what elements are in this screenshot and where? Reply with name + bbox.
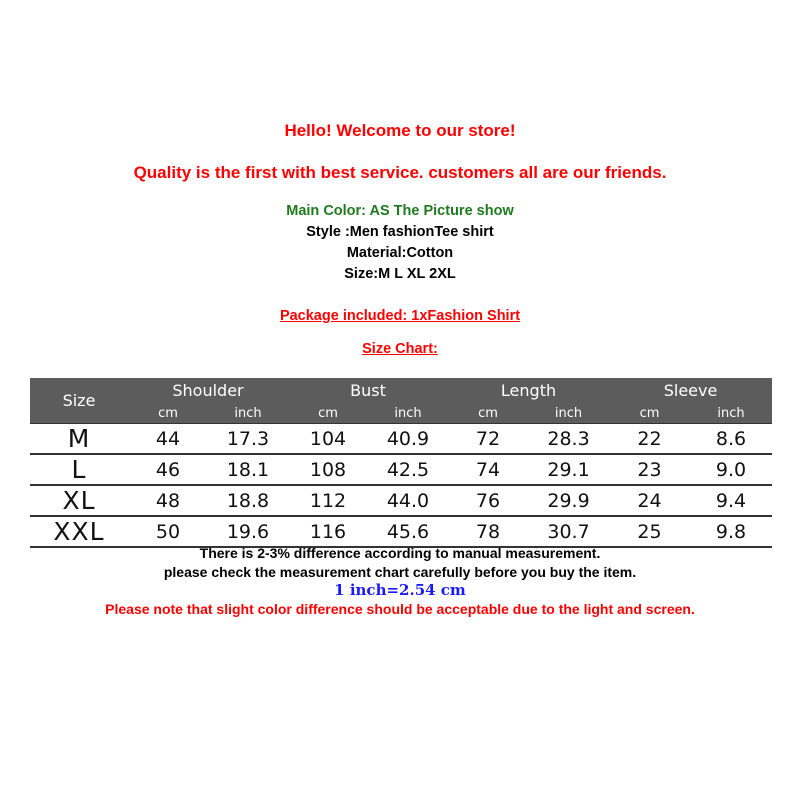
table-cell: 104	[288, 424, 368, 455]
package-included-text: Package included: 1xFashion Shirt	[279, 308, 521, 324]
table-cell: 8.6	[690, 424, 772, 455]
table-cell: 44.0	[368, 485, 448, 516]
table-cell: 9.0	[690, 454, 772, 485]
table-unit-row	[30, 403, 772, 424]
table-cell: 44	[128, 424, 208, 455]
table-cell: 9.8	[690, 516, 772, 547]
unit-header: cm	[609, 403, 690, 424]
table-cell: 78	[448, 516, 528, 547]
sizes-text: Size:M L XL 2XL	[344, 266, 456, 282]
length-header: Length	[448, 378, 609, 403]
size-cell: L	[30, 454, 128, 485]
material-text: Material:Cotton	[346, 245, 454, 261]
table-row	[30, 516, 772, 547]
table-cell: 72	[448, 424, 528, 455]
table-cell: 17.3	[208, 424, 288, 455]
main-color-text: Main Color: AS The Picture show	[286, 203, 514, 219]
table-row	[30, 485, 772, 516]
size-cell: XXL	[30, 516, 128, 547]
table-cell: 9.4	[690, 485, 772, 516]
size-column-header: Size	[30, 378, 128, 424]
inch-conversion-note: 1 inch=2.54 cm	[334, 581, 466, 599]
unit-header: cm	[448, 403, 528, 424]
table-cell: 108	[288, 454, 368, 485]
unit-header: inch	[368, 403, 448, 424]
table-row	[30, 424, 772, 455]
table-row	[30, 454, 772, 485]
welcome-heading: Hello! Welcome to our store!	[284, 121, 516, 140]
table-cell: 18.1	[208, 454, 288, 485]
table-cell: 23	[609, 454, 690, 485]
table-cell: 19.6	[208, 516, 288, 547]
table-cell: 50	[128, 516, 208, 547]
color-difference-note: Please note that slight color difference should be acceptable due to the light and screen.	[105, 601, 695, 617]
table-cell: 28.3	[528, 424, 609, 455]
style-text: Style :Men fashionTee shirt	[306, 224, 494, 240]
size-table	[30, 378, 772, 548]
table-cell: 25	[609, 516, 690, 547]
quality-heading: Quality is the first with best service. customers all are our friends.	[133, 163, 667, 182]
table-cell: 18.8	[208, 485, 288, 516]
size-chart-label: Size Chart:	[362, 341, 438, 357]
table-cell: 22	[609, 424, 690, 455]
measurement-check-note: please check the measurement chart carefully before you buy the item.	[163, 564, 637, 580]
unit-header: inch	[690, 403, 772, 424]
table-cell: 45.6	[368, 516, 448, 547]
shoulder-header: Shoulder	[128, 378, 288, 403]
table-cell: 112	[288, 485, 368, 516]
bust-header: Bust	[288, 378, 448, 403]
unit-header: inch	[528, 403, 609, 424]
size-cell: XL	[30, 485, 128, 516]
table-cell: 30.7	[528, 516, 609, 547]
measurement-difference-note: There is 2-3% difference according to manual measurement.	[199, 545, 601, 561]
table-cell: 29.1	[528, 454, 609, 485]
sleeve-header: Sleeve	[609, 378, 772, 403]
unit-header: inch	[208, 403, 288, 424]
table-cell: 29.9	[528, 485, 609, 516]
size-cell: M	[30, 424, 128, 455]
table-header-row	[30, 378, 772, 403]
table-cell: 42.5	[368, 454, 448, 485]
table-cell: 24	[609, 485, 690, 516]
table-cell: 48	[128, 485, 208, 516]
unit-header: cm	[288, 403, 368, 424]
table-cell: 76	[448, 485, 528, 516]
unit-header: cm	[128, 403, 208, 424]
table-cell: 46	[128, 454, 208, 485]
table-cell: 74	[448, 454, 528, 485]
table-cell: 116	[288, 516, 368, 547]
table-cell: 40.9	[368, 424, 448, 455]
